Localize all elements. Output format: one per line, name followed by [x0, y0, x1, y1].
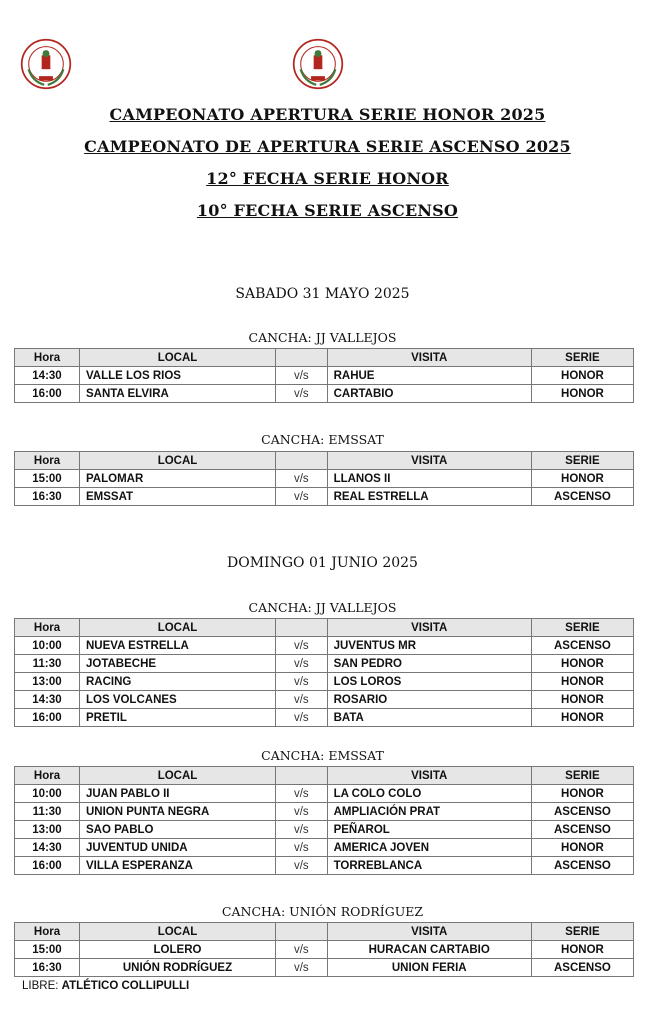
match-time: 15:00 [15, 470, 80, 488]
column-header-serie: SERIE [531, 923, 633, 941]
away-team: AMERICA JOVEN [327, 839, 531, 857]
column-header-vs [276, 452, 328, 470]
versus-label: v/s [276, 637, 328, 655]
home-team: JOTABECHE [79, 655, 275, 673]
match-serie: HONOR [531, 691, 633, 709]
cancha-heading: CANCHA: JJ VALLEJOS [248, 330, 397, 345]
away-team: LLANOS II [327, 470, 531, 488]
column-header-visita: VISITA [327, 767, 531, 785]
versus-label: v/s [276, 367, 328, 385]
versus-label: v/s [276, 857, 328, 875]
away-team: HURACAN CARTABIO [327, 941, 531, 959]
column-header-hora: Hora [15, 767, 80, 785]
versus-label: v/s [276, 488, 328, 506]
home-team: VILLA ESPERANZA [79, 857, 275, 875]
table-row [15, 803, 634, 821]
column-header-vs [276, 923, 328, 941]
table-row [15, 691, 634, 709]
table-header-row [15, 767, 634, 785]
versus-label: v/s [276, 941, 328, 959]
fixture-table [14, 766, 634, 875]
column-header-vs [276, 349, 328, 367]
day-heading: DOMINGO 01 JUNIO 2025 [227, 555, 418, 571]
versus-label: v/s [276, 839, 328, 857]
column-header-vs [276, 619, 328, 637]
home-team: UNION PUNTA NEGRA [79, 803, 275, 821]
home-team: PRETIL [79, 709, 275, 727]
home-team: RACING [79, 673, 275, 691]
table-row [15, 839, 634, 857]
table-header-row [15, 452, 634, 470]
cancha-heading: CANCHA: EMSSAT [261, 748, 384, 763]
libre-team: ATLÉTICO COLLIPULLI [61, 980, 190, 992]
table-row [15, 470, 634, 488]
match-time: 13:00 [15, 673, 80, 691]
table-row [15, 941, 634, 959]
match-serie: HONOR [531, 367, 633, 385]
fixture-table [14, 922, 634, 977]
away-team: RAHUE [327, 367, 531, 385]
cancha-heading: CANCHA: EMSSAT [261, 432, 384, 447]
match-serie: HONOR [531, 709, 633, 727]
home-team: NUEVA ESTRELLA [79, 637, 275, 655]
fixture-table [14, 451, 634, 506]
table-row [15, 637, 634, 655]
versus-label: v/s [276, 673, 328, 691]
cancha-heading: CANCHA: UNIÓN RODRÍGUEZ [221, 904, 424, 919]
table-row [15, 959, 634, 977]
fixture-table [14, 348, 634, 403]
table-row [15, 709, 634, 727]
table-header-row [15, 619, 634, 637]
libre-note [22, 980, 189, 992]
day-heading: SABADO 31 MAYO 2025 [235, 286, 410, 302]
match-serie: HONOR [531, 839, 633, 857]
fixture-table [14, 618, 634, 727]
libre-label: LIBRE: [22, 980, 59, 992]
column-header-local: LOCAL [79, 619, 275, 637]
versus-label: v/s [276, 821, 328, 839]
match-serie: HONOR [531, 385, 633, 403]
match-time: 10:00 [15, 637, 80, 655]
cancha-heading: CANCHA: JJ VALLEJOS [248, 600, 397, 615]
versus-label: v/s [276, 785, 328, 803]
home-team: JUAN PABLO II [79, 785, 275, 803]
match-time: 14:30 [15, 691, 80, 709]
home-team: JUVENTUD UNIDA [79, 839, 275, 857]
home-team: LOLERO [79, 941, 275, 959]
match-time: 15:00 [15, 941, 80, 959]
versus-label: v/s [276, 959, 328, 977]
home-team: SAO PABLO [79, 821, 275, 839]
match-serie: ASCENSO [531, 857, 633, 875]
away-team: JUVENTUS MR [327, 637, 531, 655]
page-subtitle: 10° FECHA SERIE ASCENSO [196, 201, 459, 220]
versus-label: v/s [276, 691, 328, 709]
column-header-visita: VISITA [327, 452, 531, 470]
match-time: 11:30 [15, 655, 80, 673]
match-serie: ASCENSO [531, 488, 633, 506]
match-serie: ASCENSO [531, 637, 633, 655]
page-title: CAMPEONATO DE APERTURA SERIE ASCENSO 2025 [84, 137, 571, 156]
match-time: 16:00 [15, 709, 80, 727]
home-team: SANTA ELVIRA [79, 385, 275, 403]
match-serie: ASCENSO [531, 803, 633, 821]
table-row [15, 385, 634, 403]
versus-label: v/s [276, 470, 328, 488]
column-header-vs [276, 767, 328, 785]
column-header-hora: Hora [15, 923, 80, 941]
versus-label: v/s [276, 709, 328, 727]
table-row [15, 488, 634, 506]
match-time: 10:00 [15, 785, 80, 803]
match-time: 16:00 [15, 385, 80, 403]
away-team: LA COLO COLO [327, 785, 531, 803]
column-header-local: LOCAL [79, 452, 275, 470]
column-header-visita: VISITA [327, 619, 531, 637]
match-time: 16:30 [15, 959, 80, 977]
match-time: 13:00 [15, 821, 80, 839]
match-serie: HONOR [531, 655, 633, 673]
column-header-hora: Hora [15, 619, 80, 637]
column-header-serie: SERIE [531, 452, 633, 470]
column-header-local: LOCAL [79, 767, 275, 785]
match-serie: HONOR [531, 941, 633, 959]
column-header-hora: Hora [15, 452, 80, 470]
away-team: UNION FERIA [327, 959, 531, 977]
match-time: 11:30 [15, 803, 80, 821]
versus-label: v/s [276, 803, 328, 821]
column-header-hora: Hora [15, 349, 80, 367]
away-team: SAN PEDRO [327, 655, 531, 673]
away-team: REAL ESTRELLA [327, 488, 531, 506]
away-team: BATA [327, 709, 531, 727]
match-serie: HONOR [531, 470, 633, 488]
home-team: UNIÓN RODRÍGUEZ [79, 959, 275, 977]
column-header-serie: SERIE [531, 767, 633, 785]
away-team: TORREBLANCA [327, 857, 531, 875]
table-header-row [15, 923, 634, 941]
match-time: 16:00 [15, 857, 80, 875]
away-team: AMPLIACIÓN PRAT [327, 803, 531, 821]
column-header-serie: SERIE [531, 349, 633, 367]
column-header-serie: SERIE [531, 619, 633, 637]
column-header-local: LOCAL [79, 349, 275, 367]
table-row [15, 673, 634, 691]
match-time: 14:30 [15, 839, 80, 857]
away-team: LOS LOROS [327, 673, 531, 691]
versus-label: v/s [276, 385, 328, 403]
column-header-visita: VISITA [327, 349, 531, 367]
home-team: PALOMAR [79, 470, 275, 488]
away-team: ROSARIO [327, 691, 531, 709]
match-serie: HONOR [531, 785, 633, 803]
column-header-visita: VISITA [327, 923, 531, 941]
page-title: CAMPEONATO APERTURA SERIE HONOR 2025 [109, 105, 546, 124]
versus-label: v/s [276, 655, 328, 673]
home-team: VALLE LOS RIOS [79, 367, 275, 385]
match-time: 16:30 [15, 488, 80, 506]
home-team: EMSSAT [79, 488, 275, 506]
table-header-row [15, 349, 634, 367]
column-header-local: LOCAL [79, 923, 275, 941]
association-logo [292, 38, 344, 90]
away-team: PEÑAROL [327, 821, 531, 839]
association-logo [20, 38, 72, 90]
match-serie: ASCENSO [531, 959, 633, 977]
table-row [15, 367, 634, 385]
away-team: CARTABIO [327, 385, 531, 403]
table-row [15, 857, 634, 875]
home-team: LOS VOLCANES [79, 691, 275, 709]
match-time: 14:30 [15, 367, 80, 385]
page-subtitle: 12° FECHA SERIE HONOR [206, 169, 449, 188]
table-row [15, 655, 634, 673]
table-row [15, 785, 634, 803]
match-serie: ASCENSO [531, 821, 633, 839]
table-row [15, 821, 634, 839]
match-serie: HONOR [531, 673, 633, 691]
